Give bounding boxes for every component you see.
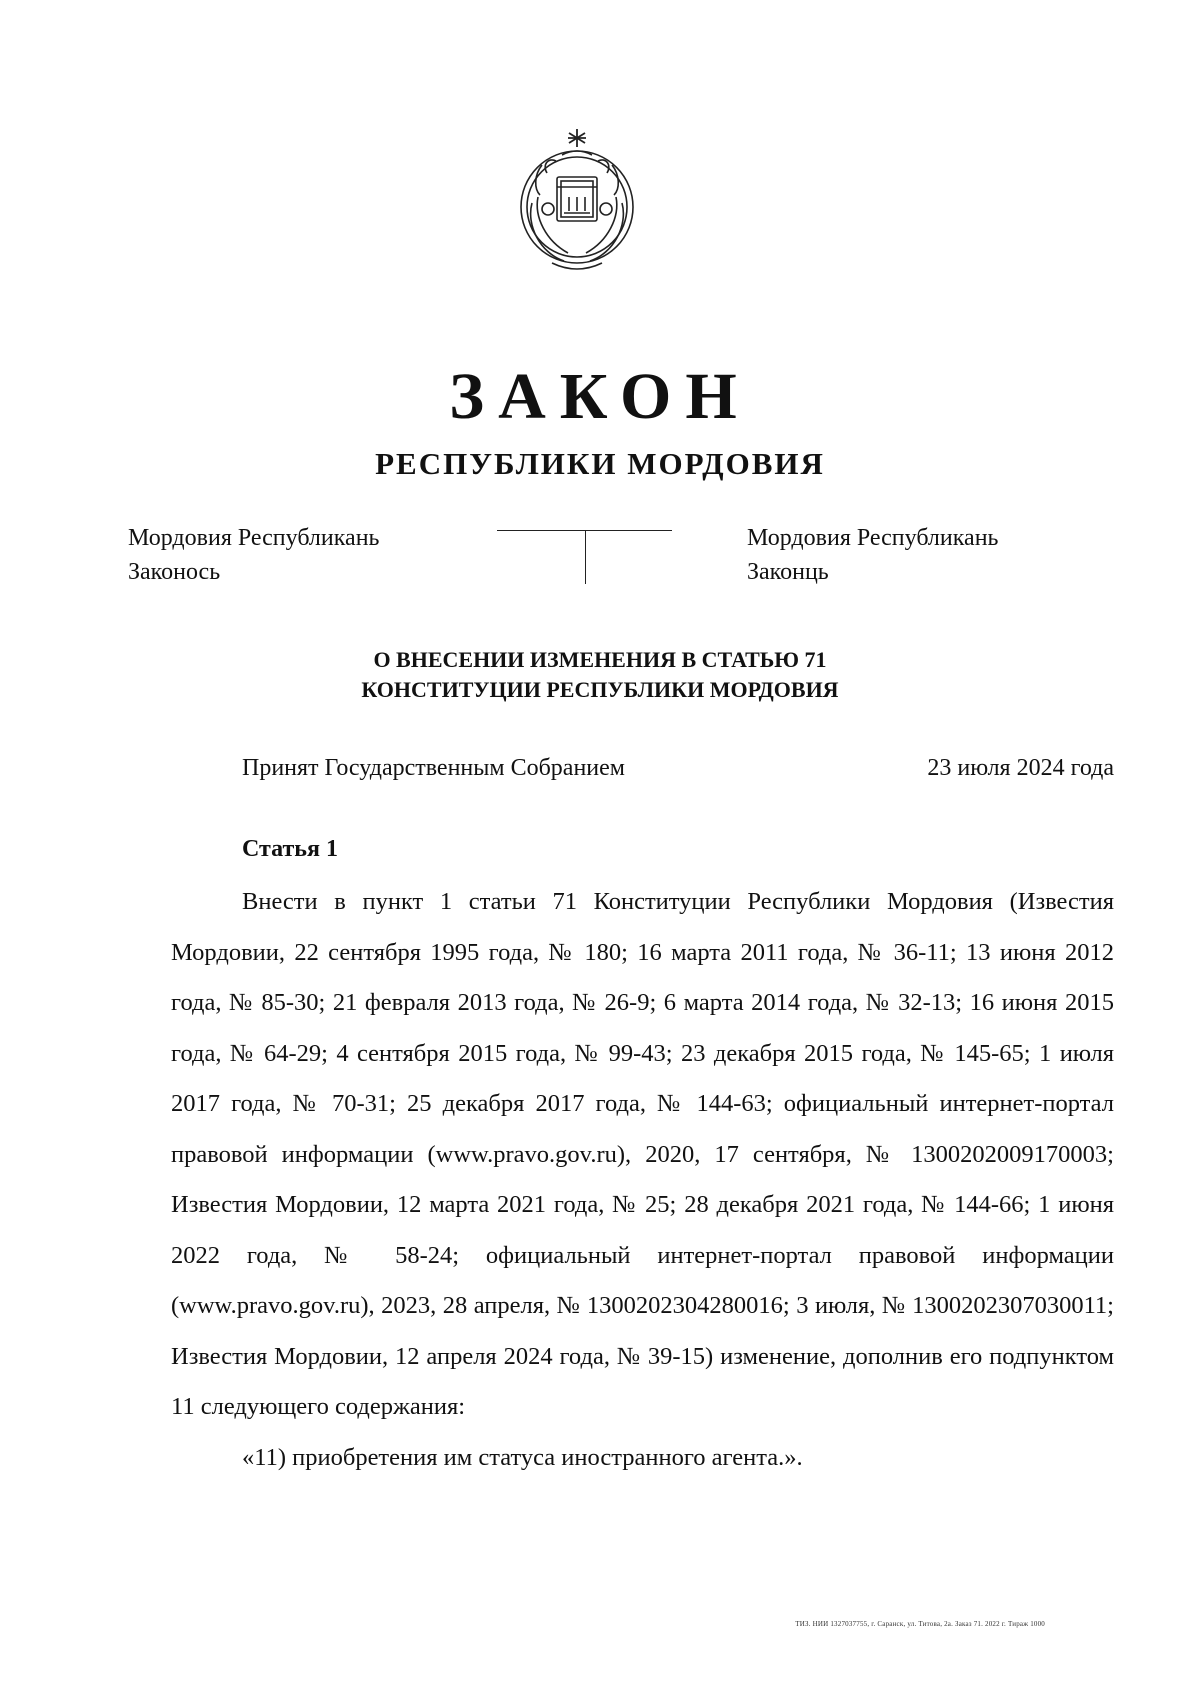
article-paragraph-2: «11) приобретения им статуса иностранного агента.». [242, 1443, 803, 1471]
law-subtitle: РЕСПУБЛИКИ МОРДОВИЯ [375, 446, 825, 481]
law-name-right [747, 521, 998, 589]
document-heading [0, 645, 1200, 705]
article-title: Статья 1 [242, 836, 338, 862]
adopted-date: 23 июля 2024 года [927, 755, 1114, 781]
law-name-left [128, 521, 379, 589]
print-info: ТИЗ. НИИ 1327037755, г. Саранск, ул. Титова, 2а. Заказ 71. 2022 г. Тираж 1000 [795, 1620, 1045, 1628]
article-body [171, 877, 1114, 1483]
law-title: ЗАКОН [449, 360, 751, 433]
document-heading-line1: О ВНЕСЕНИИ ИЗМЕНЕНИЯ В СТАТЬЮ 71 [373, 647, 827, 672]
law-name-left-line1: Мордовия Республикань [128, 525, 380, 551]
adopted-by: Принят Государственным Собранием [242, 755, 625, 781]
law-name-right-line2: Законць [747, 559, 829, 585]
divider-vertical [585, 530, 586, 584]
law-name-left-line2: Законось [128, 559, 221, 585]
coat-of-arms-emblem [512, 125, 642, 275]
article-paragraph-1: Внести в пункт 1 статьи 71 Конституции Республики Мордовия (Известия Мордовии, 22 сентября 1995 года, № 180; 16 марта 2011 года, № 36-11; 13 июня 2012 года, № 85-30; 21 февраля 2013 года, № 26-9; 6 марта 2014 года, № 32-13; 16 июня 2015 года, № 64-29; 4 сентября 2015 года, № 99-43; 23 декабря 2015 года, № 145-65; 1 июля 2017 года, № 70-31; 25 декабря 2017 года, № 144-63; официальный интернет-портал правовой информации (www.pravo.gov.ru), 2020, 17 сентября, № 1300202009170003; Известия Мордовии, 12 марта 2021 года, № 25; 28 декабря 2021 года, № 144-66; 1 июня 2022 года, № 58-24; официальный интернет-портал правовой информации (www.pravo.gov.ru), 2023, 28 апреля, № 1300202304280016; 3 июля, № 1300202307030011; Известия Мордовии, 12 апреля 2024 года, № 39-15) изменение, дополнив его подпунктом 11 следующего содержания: [171, 888, 1114, 1420]
document-heading-line2: КОНСТИТУЦИИ РЕСПУБЛИКИ МОРДОВИЯ [361, 677, 839, 702]
law-name-right-line1: Мордовия Республикань [747, 525, 999, 551]
